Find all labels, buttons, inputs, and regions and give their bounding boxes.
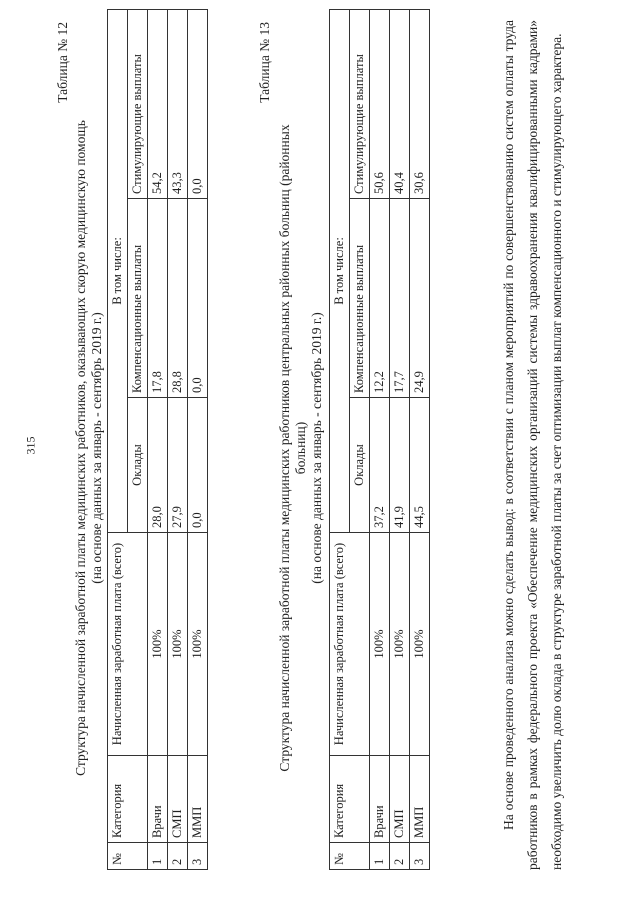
conclusion-text: На основе проведенного анализа можно сделать вывод: в соответствии с планом мероприятий по совершенствованию систем оплаты труда работников в рамках федерального проекта «Обеспечение медицинских организаций системы здравоохранения квалифицированными кадрами» необходимо увеличить долю оклада в структуре заработной платы за счет оптимизации выплат компенсационного и стимулирующего характера. <box>501 20 564 870</box>
page-number: 315 <box>23 436 38 455</box>
table-cell: 2 <box>390 843 410 870</box>
table-cell: 17,7 <box>390 199 410 398</box>
table-cell: 100% <box>390 533 410 756</box>
table-cell: 3 <box>188 843 208 870</box>
table13-title-line1: Структура начисленной заработной платы медицинских работников центральных районных больниц (районных <box>277 124 292 772</box>
table12-header-including: В том числе: <box>108 10 128 533</box>
table13-header-oklady: Оклады <box>350 398 370 533</box>
table-cell: 24,9 <box>410 199 430 398</box>
table13-header-stim: Стимулирующие выплаты <box>350 10 370 199</box>
table13 <box>329 9 430 870</box>
table-cell: 100% <box>148 533 168 756</box>
table-cell: 0,0 <box>188 398 208 533</box>
table12-header-num: № <box>108 843 148 870</box>
table-cell: 17,8 <box>148 199 168 398</box>
table-row <box>390 10 410 870</box>
table13-title <box>277 8 325 888</box>
table-cell: 41,9 <box>390 398 410 533</box>
table12-title <box>73 8 105 888</box>
table-cell: ММП <box>188 756 208 843</box>
table13-header-num: № <box>330 843 370 870</box>
table-cell: 28,8 <box>168 199 188 398</box>
table13-header-including: В том числе: <box>330 10 350 533</box>
table-cell: ММП <box>410 756 430 843</box>
table-cell: 100% <box>168 533 188 756</box>
table-cell: 0,0 <box>188 199 208 398</box>
table-row <box>370 10 390 870</box>
table12-title-line2: (на основе данных за январь - сентябрь 2019 г.) <box>89 312 104 584</box>
table-cell: 0,0 <box>188 10 208 199</box>
table12-header-category: Категория <box>108 756 148 843</box>
table13-header-row <box>330 10 350 870</box>
table-cell: 3 <box>410 843 430 870</box>
table-cell: Врачи <box>370 756 390 843</box>
table-row <box>410 10 430 870</box>
table12-label: Таблица № 12 <box>55 22 70 103</box>
table-cell: 44,5 <box>410 398 430 533</box>
table-cell: 37,2 <box>370 398 390 533</box>
table-cell: 27,9 <box>168 398 188 533</box>
table-cell: Врачи <box>148 756 168 843</box>
table-cell: СМП <box>390 756 410 843</box>
table12-title-line1: Структура начисленной заработной платы медицинских работников, оказывающих скорую медицинскую помощь <box>73 120 88 776</box>
table-cell: 43,3 <box>168 10 188 199</box>
table-row <box>188 10 208 870</box>
table-cell: 28,0 <box>148 398 168 533</box>
table13-title-line2: больниц) <box>293 421 308 475</box>
table12-header-total: Начисленная заработная плата (всего) <box>108 533 148 756</box>
table-row <box>168 10 188 870</box>
table13-header-komp: Компенсационные выплаты <box>350 199 370 398</box>
table13-header-category: Категория <box>330 756 370 843</box>
table-cell: 2 <box>168 843 188 870</box>
table13-title-line3: (на основе данных за январь - сентябрь 2019 г.) <box>309 312 324 584</box>
table13-label: Таблица № 13 <box>257 22 272 103</box>
table12 <box>107 9 208 870</box>
table-cell: СМП <box>168 756 188 843</box>
table-cell: 50,6 <box>370 10 390 199</box>
table12-header-stim: Стимулирующие выплаты <box>128 10 148 199</box>
table12-header-row <box>108 10 128 870</box>
table12-header-oklady: Оклады <box>128 398 148 533</box>
table-cell: 30,6 <box>410 10 430 199</box>
rotated-page-content <box>45 8 640 888</box>
table-cell: 100% <box>188 533 208 756</box>
table-row <box>148 10 168 870</box>
table-cell: 1 <box>148 843 168 870</box>
table12-header-komp: Компенсационные выплаты <box>128 199 148 398</box>
table-cell: 12,2 <box>370 199 390 398</box>
table-cell: 40,4 <box>390 10 410 199</box>
conclusion-paragraph <box>497 20 569 870</box>
table-cell: 100% <box>370 533 390 756</box>
table-cell: 54,2 <box>148 10 168 199</box>
table-cell: 100% <box>410 533 430 756</box>
table-cell: 1 <box>370 843 390 870</box>
table13-header-total: Начисленная заработная плата (всего) <box>330 533 370 756</box>
